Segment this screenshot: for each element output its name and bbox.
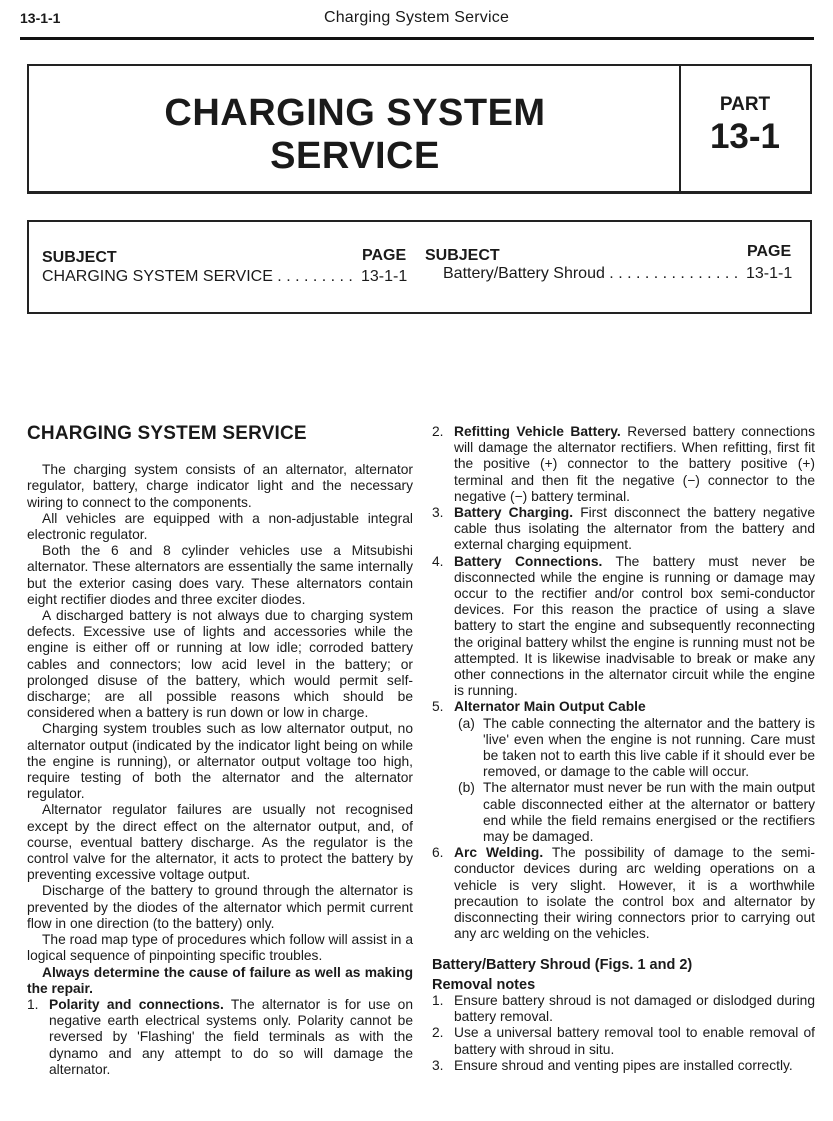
paragraph: A discharged battery is not always due to charging system defects. Excessive use of lights and accessories while the engine is either off or running at low idle; corroded battery cables and connectors; low acid level in the battery; or prolonged disuse of the battery, which would permit self-discharge; are all possible reasons which should be considered when a battery is run down or low in charge.	[27, 608, 413, 721]
page-code: 13-1-1	[20, 10, 61, 26]
left-column	[27, 423, 413, 1078]
item-number: 1.	[27, 996, 39, 1012]
item-number: 2.	[432, 424, 444, 439]
title-line-2: SERVICE	[270, 135, 440, 177]
emphasis-paragraph: Always determine the cause of failure as well as making the repair.	[27, 964, 413, 996]
section-heading: CHARGING SYSTEM SERVICE	[27, 423, 307, 444]
note-number: 1.	[432, 992, 444, 1008]
item-title: Arc Welding.	[454, 845, 544, 861]
numbered-item	[432, 699, 815, 715]
paragraph: The charging system consists of an alternator, alternator regulator, battery, charge indicator light and the necessary wiring to connect to the components.	[27, 462, 413, 510]
index-entry[interactable]	[443, 265, 743, 283]
note-text: Ensure shroud and venting pipes are installed correctly.	[454, 1057, 793, 1073]
numbered-item	[432, 424, 815, 505]
part-number: 13-1	[709, 117, 781, 156]
item-title: Battery Connections.	[454, 553, 603, 569]
note-item	[432, 1058, 815, 1074]
item-text: The battery must never be disconnected while the engine is running or damage may occur to the rectifier and/or control box semi-conductor devices. For this reason the practice of using a slave battery to start the engine and subsequently reconnecting the original battery whilst the engine is running must not be attempted. It is likewise inadvisable to break or make any other connections in the alternator circuit while the engine is running.	[454, 553, 815, 699]
index-page-header-left: PAGE	[362, 247, 407, 264]
note-text: Use a universal battery removal tool to enable removal of battery with shroud in situ.	[454, 1025, 815, 1057]
item-number: 6.	[432, 845, 444, 861]
numbered-item	[432, 845, 815, 942]
index-entry-subject: CHARGING SYSTEM SERVICE	[42, 268, 273, 285]
numbered-item	[432, 505, 815, 554]
sub-item-label: (a)	[458, 715, 475, 731]
item-text: The alternator is for use on negative earth electrical systems only. Polarity cannot be reversed by 'Flashing' the field terminals as with the dynamo and any attempt to do so will damage the alternator.	[49, 996, 413, 1077]
numbered-item	[27, 997, 413, 1078]
sub-item-label: (b)	[458, 780, 475, 796]
right-column	[432, 424, 815, 1074]
sub-item	[454, 716, 815, 781]
item-text: Reversed battery connections will damage the alternator rectifiers. When refitting, first fit the positive (+) connector to the battery positive (+) terminal and then fit the negative (−) connector to the negative (−) battery terminal.	[454, 424, 815, 504]
item-number: 5.	[432, 699, 444, 715]
title-line-1: CHARGING SYSTEM	[164, 92, 546, 134]
index-entry-leader: . . . . . . . . . . . . . . .	[604, 265, 739, 282]
note-number: 3.	[432, 1057, 444, 1073]
paragraph: Charging system troubles such as low alternator output, no alternator output (indicated by the indicator light being on while the engine is running), or alternator output voltage too high, require testing of both the alternator and the alternator regulator.	[27, 721, 413, 802]
item-number: 3.	[432, 505, 444, 521]
paragraph: Discharge of the battery to ground through the alternator is prevented by the diodes of the alternator which permit current flow in one direction (to the battery) only.	[27, 883, 413, 931]
page-title	[100, 92, 610, 178]
index-entry-page: 13-1-1	[746, 265, 793, 282]
index-entry[interactable]	[42, 268, 358, 286]
index-subject-header-right: SUBJECT	[425, 247, 500, 264]
item-number: 4.	[432, 553, 444, 569]
paragraph: Both the 6 and 8 cylinder vehicles use a Mitsubishi alternator. These alternators are essentially the same internally but the exterior casing does vary. These alternators contain eight rectifier diodes and three exciter diodes.	[27, 543, 413, 607]
note-item	[432, 993, 815, 1025]
sub-item-text: The alternator must never be run with the main output cable disconnected either at the alternator or battery end while the field remains energised or the rectifiers may be damaged.	[483, 780, 815, 845]
index-entry-page: 13-1-1	[361, 268, 408, 285]
shroud-heading: Battery/Battery Shroud (Figs. 1 and 2)	[432, 956, 693, 973]
paragraph: All vehicles are equipped with a non-adjustable integral electronic regulator.	[27, 510, 413, 543]
paragraph: The road map type of procedures which follow will assist in a logical sequence of pinpointing specific troubles.	[27, 932, 413, 964]
paragraph: Alternator regulator failures are usually not recognised except by the direct effect on the alternator output, and, of course, eventual battery discharge. As the regulator is the control valve for the alternator, it acts to protect the battery by preventing excessive voltage output.	[27, 802, 413, 883]
numbered-item	[432, 554, 815, 700]
item-text: First disconnect the battery negative cable thus isolating the alternator from the battery and external charging equipment.	[454, 505, 815, 553]
index-subject-header-left: SUBJECT	[42, 249, 117, 266]
index-entry-leader: . . . . . . . . .	[272, 268, 353, 285]
part-label: PART	[719, 94, 771, 115]
index-entry-subject: Battery/Battery Shroud	[443, 265, 605, 282]
header-rule	[20, 37, 814, 40]
item-text: The possibility of damage to the semi-conductor devices during arc welding operations on a vehicle is very slight. However, it is a worthwhile precaution to isolate the control box and alternator by disconnecting their wiring connectors prior to carrying out any arc welding on the vehicles.	[454, 845, 815, 942]
removal-notes-heading: Removal notes	[432, 976, 536, 993]
item-title: Polarity and connections.	[49, 996, 224, 1012]
sub-item-text: The cable connecting the alternator and the battery is 'live' even when the engine is not running. Care must be taken not to earth this live cable if it should ever be removed, or damage to the cable will occur.	[483, 715, 815, 780]
note-text: Ensure battery shroud is not damaged or dislodged during battery removal.	[454, 992, 815, 1025]
index-page-header-right: PAGE	[747, 243, 792, 260]
item-title: Battery Charging.	[454, 505, 574, 521]
note-number: 2.	[432, 1025, 444, 1041]
note-item	[432, 1025, 815, 1057]
sub-item	[454, 780, 815, 845]
running-title: Charging System Service	[323, 9, 510, 26]
item-title: Refitting Vehicle Battery.	[454, 424, 621, 439]
item-title: Alternator Main Output Cable	[454, 699, 646, 715]
